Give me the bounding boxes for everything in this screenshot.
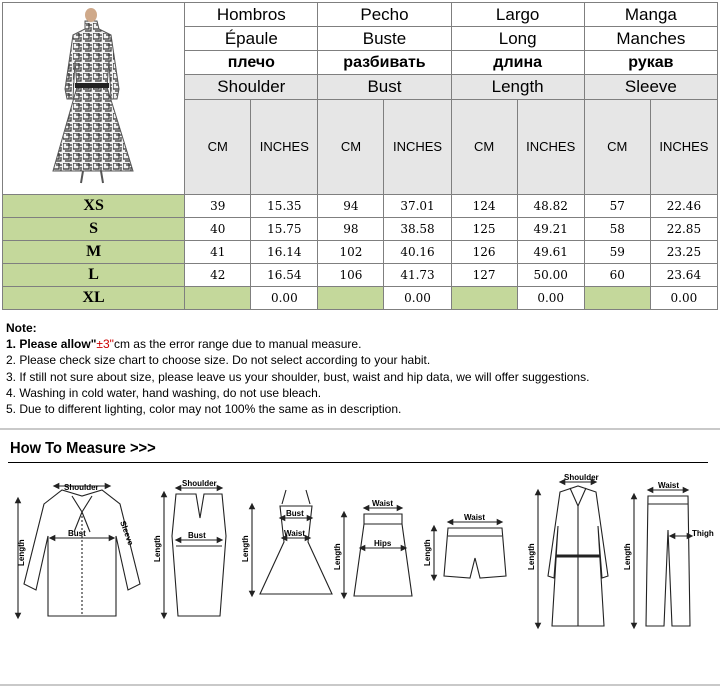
how-to-measure-underline [8, 462, 708, 463]
size-label: S [3, 218, 185, 241]
blouse-length-label: Length [17, 539, 26, 566]
trousers-waist-label: Waist [658, 481, 680, 490]
shorts-waist-label: Waist [464, 513, 486, 522]
notes-section [6, 320, 589, 417]
note-line-2: 2. Please check size chart to choose size. Do not select according to your habit. [6, 353, 431, 368]
section-divider-top [0, 428, 720, 430]
size-value-cell: 60 [584, 264, 650, 287]
size-value-cell: 49.21 [517, 218, 584, 241]
product-photo [3, 3, 185, 195]
measurement-header: Épaule [185, 27, 318, 51]
measurement-header: Buste [318, 27, 451, 51]
size-value-cell: 15.75 [251, 218, 318, 241]
size-value-cell: 50.00 [517, 264, 584, 287]
strappy-dress-diagram [241, 490, 332, 594]
size-row [3, 287, 718, 310]
tank-bust-label: Bust [188, 531, 206, 540]
size-value-cell: 126 [451, 241, 517, 264]
size-value-cell [185, 287, 251, 310]
size-value-cell: 124 [451, 195, 517, 218]
section-divider-bottom [0, 684, 720, 686]
note-line-1 [6, 336, 589, 352]
measurement-header: Manches [584, 27, 717, 51]
size-value-cell: 49.61 [517, 241, 584, 264]
note-line-4: 4. Washing in cold water, hand washing, do not use bleach. [6, 385, 322, 400]
measurement-header: Length [451, 75, 584, 99]
size-value-cell: 22.85 [650, 218, 717, 241]
size-value-cell: 125 [451, 218, 517, 241]
coat-diagram [527, 473, 608, 626]
size-value-cell: 0.00 [251, 287, 318, 310]
measurement-header: Hombros [185, 3, 318, 27]
blouse-shoulder-label: Shoulder [64, 483, 99, 492]
size-row [3, 195, 718, 218]
size-row [3, 218, 718, 241]
measurement-header: рукав [584, 51, 717, 75]
size-value-cell: 0.00 [384, 287, 451, 310]
skirt-waist-label: Waist [372, 499, 394, 508]
size-row [3, 241, 718, 264]
garment-measure-diagrams [0, 466, 720, 682]
measurement-header: Sleeve [584, 75, 717, 99]
measurement-header: Shoulder [185, 75, 318, 99]
blouse-diagram [17, 483, 140, 616]
size-value-cell: 57 [584, 195, 650, 218]
size-label: L [3, 264, 185, 287]
size-value-cell: 94 [318, 195, 384, 218]
skirt-diagram [333, 499, 412, 596]
skirt-length-label: Length [333, 543, 342, 570]
size-value-cell: 22.46 [650, 195, 717, 218]
trousers-thigh-label: Thigh [692, 529, 714, 538]
unit-header: CM [318, 99, 384, 195]
size-chart-table [2, 2, 718, 310]
size-value-cell: 102 [318, 241, 384, 264]
size-value-cell: 40.16 [384, 241, 451, 264]
size-label: XS [3, 195, 185, 218]
note-line-5: 5. Due to different lighting, color may not 100% the same as in description. [6, 402, 402, 417]
unit-header: INCHES [251, 99, 318, 195]
skirt-hips-label: Hips [374, 539, 392, 548]
size-value-cell [584, 287, 650, 310]
unit-header: INCHES [384, 99, 451, 195]
size-value-cell: 41.73 [384, 264, 451, 287]
size-value-cell: 106 [318, 264, 384, 287]
size-value-cell: 127 [451, 264, 517, 287]
header-language-row [3, 3, 718, 27]
measurement-header: Pecho [318, 3, 451, 27]
shorts-diagram [423, 513, 506, 578]
size-value-cell: 48.82 [517, 195, 584, 218]
notes-title: Note: [6, 321, 37, 335]
size-value-cell: 0.00 [517, 287, 584, 310]
size-row [3, 264, 718, 287]
measurement-header: Long [451, 27, 584, 51]
size-value-cell: 40 [185, 218, 251, 241]
size-value-cell [451, 287, 517, 310]
size-value-cell: 98 [318, 218, 384, 241]
tolerance-value: ±3" [96, 337, 114, 352]
size-value-cell: 58 [584, 218, 650, 241]
size-value-cell: 23.25 [650, 241, 717, 264]
coat-length-label: Length [527, 543, 536, 570]
size-label: M [3, 241, 185, 264]
dress-length-label: Length [241, 535, 250, 562]
size-value-cell [318, 287, 384, 310]
measurement-header: разбивать [318, 51, 451, 75]
size-value-cell: 38.58 [384, 218, 451, 241]
size-value-cell: 23.64 [650, 264, 717, 287]
size-value-cell: 41 [185, 241, 251, 264]
size-value-cell: 15.35 [251, 195, 318, 218]
size-value-cell: 39 [185, 195, 251, 218]
note-line-3: 3. If still not sure about size, please leave us your shoulder, bust, waist and hip data, we will offer suggestions. [6, 369, 590, 384]
tank-top-diagram [153, 479, 226, 616]
unit-header: CM [451, 99, 517, 195]
size-value-cell: 0.00 [650, 287, 717, 310]
measurement-header: Largo [451, 3, 584, 27]
blouse-bust-label: Bust [68, 529, 86, 538]
size-value-cell: 16.54 [251, 264, 318, 287]
unit-header: CM [584, 99, 650, 195]
trousers-diagram [623, 481, 714, 626]
note-line-1-text: cm as the error range due to manual measure. [113, 337, 362, 352]
size-value-cell: 42 [185, 264, 251, 287]
shorts-length-label: Length [423, 539, 432, 566]
tank-length-label: Length [153, 535, 162, 562]
measurement-header: плечо [185, 51, 318, 75]
size-value-cell: 37.01 [384, 195, 451, 218]
size-value-cell: 59 [584, 241, 650, 264]
measurement-header: длина [451, 51, 584, 75]
dress-bust-label: Bust [286, 509, 304, 518]
unit-header: CM [185, 99, 251, 195]
size-label: XL [3, 287, 185, 310]
trousers-length-label: Length [623, 543, 632, 570]
dress-waist-label: Waist [284, 529, 306, 538]
unit-header: INCHES [517, 99, 584, 195]
unit-header: INCHES [650, 99, 717, 195]
measurement-header: Bust [318, 75, 451, 99]
how-to-measure-title: How To Measure >>> [10, 440, 156, 457]
note-line-1-bold: 1. Please allow" [6, 337, 97, 352]
blouse-sleeve-label: Sleeve [118, 519, 136, 547]
tank-shoulder-label: Shoulder [182, 479, 217, 488]
size-value-cell: 16.14 [251, 241, 318, 264]
measurement-header: Manga [584, 3, 717, 27]
coat-shoulder-label: Shoulder [564, 473, 599, 482]
